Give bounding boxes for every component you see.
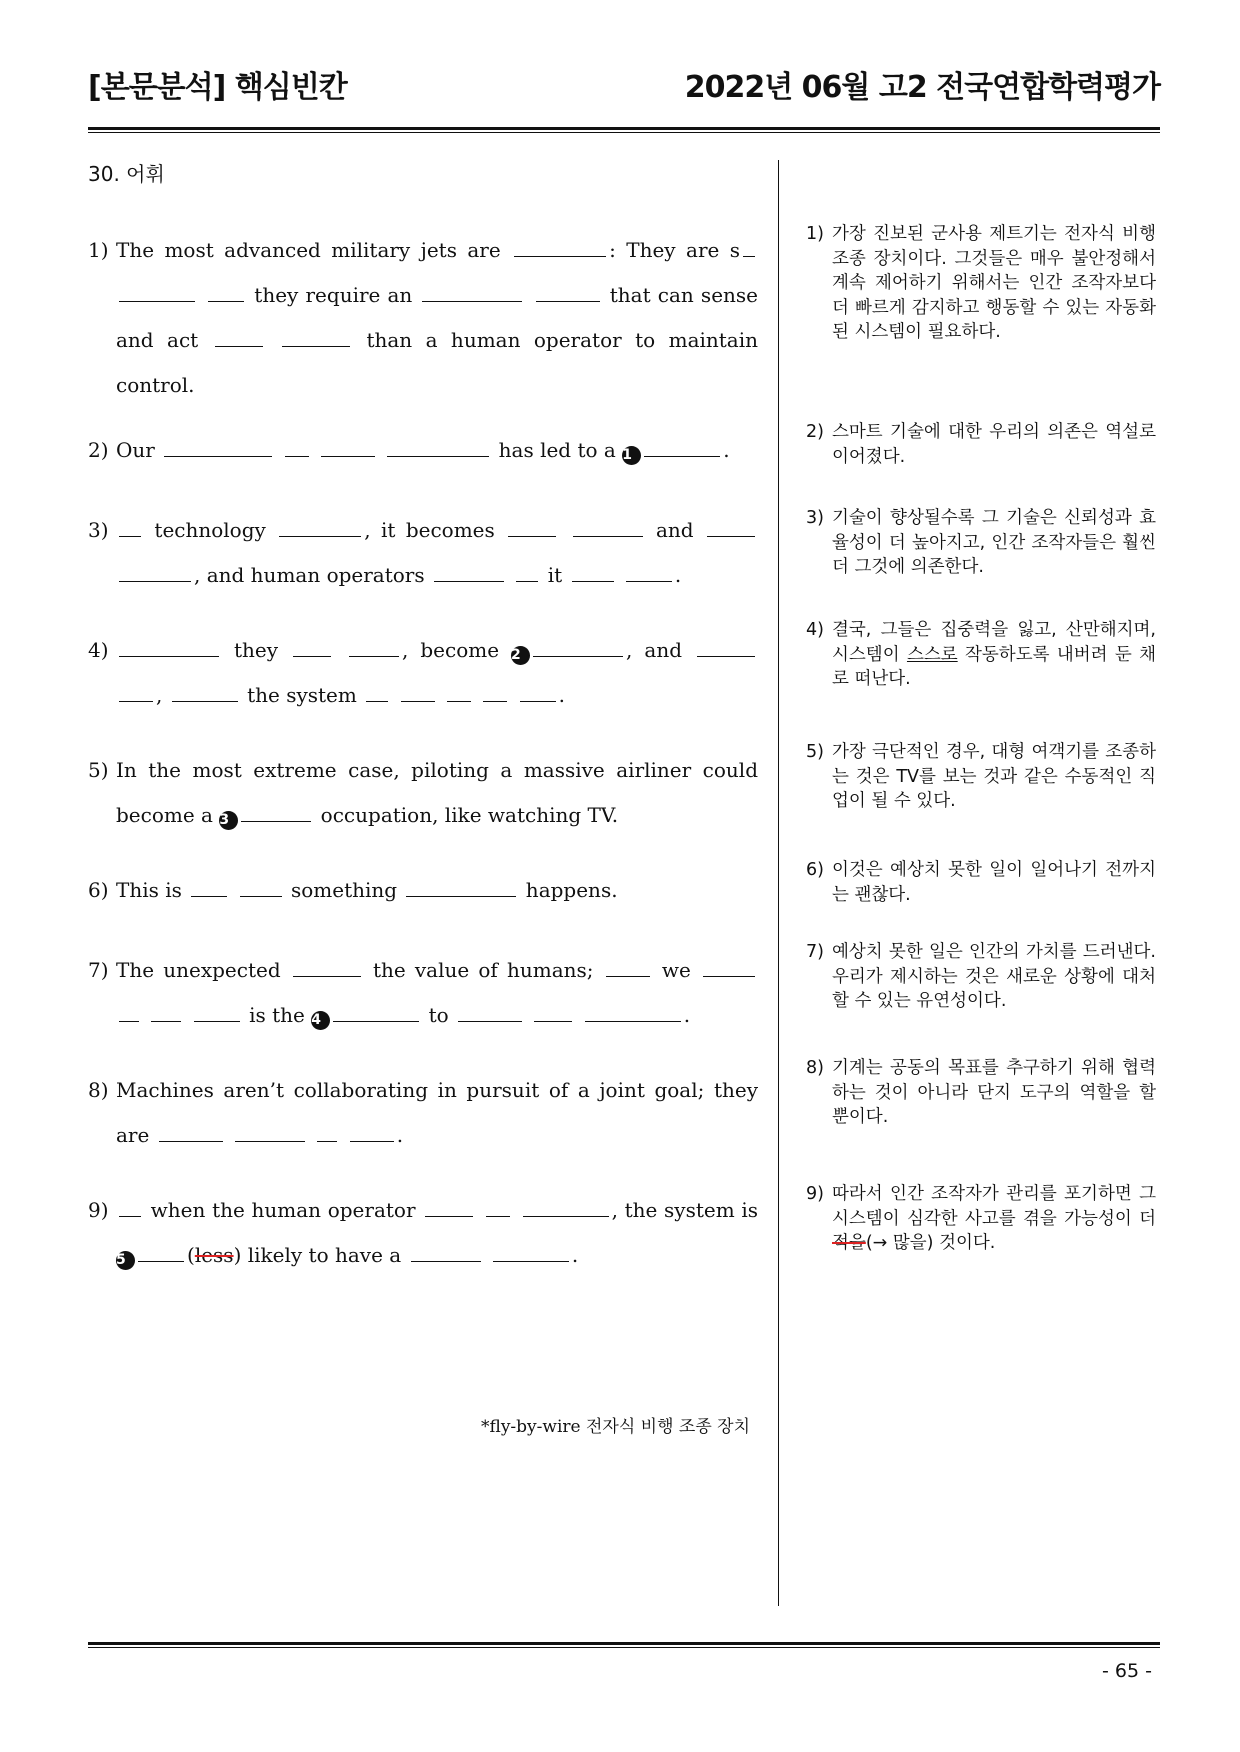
answer-blank [321,436,375,457]
answer-blank [411,1241,481,1262]
question-item [88,228,758,408]
answer-blank [285,436,309,457]
answer-blank [606,956,650,977]
translation-number: 8) [806,1058,824,1078]
translation-item [806,222,1156,345]
translation-number: 4) [806,620,824,640]
answer-blank [333,1001,419,1022]
answer-blank [366,681,388,702]
question-number: 2) [88,438,109,462]
answer-blank [458,1001,522,1022]
translation-item [806,1182,1156,1256]
answer-blank [235,1121,305,1142]
answer-blank [516,561,538,582]
answer-blank [215,326,263,347]
answer-blank [317,1121,337,1142]
answer-blank [434,561,504,582]
question-text: when the human operator , the system is 5 (less) likely to have a . [116,1198,759,1268]
question-item [88,428,758,473]
answer-blank [425,1196,473,1217]
answer-blank [523,1196,609,1217]
question-text: technology , it becomes and , and human operators it . [116,508,758,598]
translation-text: 이것은 예상치 못한 일이 일어나기 전까지는 괜찮다. [832,860,1156,905]
answer-blank [707,516,755,537]
answer-blank [447,681,471,702]
circled-number-4-icon: 4 [311,1011,330,1030]
question-text: This is something happens. [116,878,618,902]
struck-word: less [194,1243,234,1267]
answer-blank [172,681,238,702]
answer-blank [279,516,361,537]
question-text: In the most extreme case, piloting a massive airliner could become a 3 occupation, like watching TV. [116,758,758,828]
page-number: - 65 - [1102,1660,1152,1682]
question-number: 4) [88,638,109,662]
answer-blank [536,281,600,302]
question-number: 3) [88,518,109,542]
question-item [88,868,758,913]
translation-text: 가장 진보된 군사용 제트기는 전자식 비행 조종 장치이다. 그것들은 매우 불안정해서 계속 제어하기 위해서는 인간 조작자보다 더 빠르게 감지하고 행동할 수 있는 자동화된 시스템이 필요하다. [832,224,1156,342]
translation-item [806,1056,1156,1130]
question-number: 8) [88,1078,109,1102]
question-number: 5) [88,758,109,782]
translation-text: 예상치 못한 일은 인간의 가치를 드러낸다. 우리가 제시하는 것은 새로운 상황에 대처할 수 있는 유연성이다. [832,942,1156,1011]
answer-blank [483,681,507,702]
question-item [88,628,758,718]
circled-number-5-icon: 5 [116,1251,135,1270]
answer-blank [293,956,361,977]
question-text: Machines aren’t collaborating in pursuit of a joint goal; they are . [116,1078,758,1147]
section-title: 30. 어휘 [88,162,165,186]
translation-text: 결국, 그들은 집중력을 잃고, 산만해지며, 시스템이 스스로 작동하도록 내버려 둔 채로 떠난다. [832,620,1156,689]
answer-blank [191,876,227,897]
question-text: The unexpected the value of humans; we is the 4 to . [116,948,758,1038]
answer-blank [493,1241,569,1262]
header-double-rule [88,127,1160,133]
answer-blank [119,516,141,537]
translation-number: 6) [806,860,824,880]
question-item [88,948,758,1038]
answer-blank [119,281,195,302]
answer-blank [533,636,623,657]
answer-blank [401,681,435,702]
answer-blank [644,436,720,457]
answer-blank [194,1001,240,1022]
translation-text: 가장 극단적인 경우, 대형 여객기를 조종하는 것은 TV를 보는 것과 같은 수동적인 직업이 될 수 있다. [832,742,1156,811]
question-text: The most advanced military jets are : They are s they require an that can sense and act than a human operator to maintain control. [116,238,759,397]
translation-number: 7) [806,942,824,962]
question-number: 1) [88,238,109,262]
answer-blank [387,436,489,457]
translation-item [806,420,1156,469]
answer-blank [240,876,282,897]
answer-blank [164,436,272,457]
answer-blank [282,326,350,347]
header-right-title: 2022년 06월 고2 전국연합학력평가 [684,70,1160,105]
answer-blank [119,1196,141,1217]
answer-blank [159,1121,223,1142]
question-number: 6) [88,878,109,902]
translation-number: 3) [806,508,824,528]
answer-blank [697,636,755,657]
struck-word: 적을 [832,1233,866,1253]
column-divider [778,160,779,1606]
translation-number: 9) [806,1184,824,1204]
question-number: 9) [88,1198,109,1222]
answer-blank [406,876,516,897]
header-left-title: [본문분석] 핵심빈칸 [88,70,347,105]
question-item [88,748,758,838]
answer-blank [486,1196,510,1217]
translation-text: 기술이 향상될수록 그 기술은 신뢰성과 효율성이 더 높아지고, 인간 조작자들은 훨씬 더 그것에 의존한다. [832,508,1156,577]
translation-number: 1) [806,224,824,244]
footer-double-rule [88,1642,1160,1648]
question-text: Our has led to a 1 . [116,438,730,463]
answer-blank [208,281,244,302]
translation-item [806,940,1156,1014]
translation-number: 5) [806,742,824,762]
answer-blank [508,516,556,537]
question-item [88,1068,758,1158]
translation-item [806,618,1156,692]
translation-text: 따라서 인간 조작자가 관리를 포기하면 그 시스템이 심각한 사고를 겪을 가능성이 더 적을(→ 많을) 것이다. [832,1184,1156,1253]
question-number: 7) [88,958,109,982]
circled-number-1-icon: 1 [622,446,641,465]
circled-number-3-icon: 3 [219,811,238,830]
answer-blank [138,1241,184,1262]
answer-blank [422,281,522,302]
answer-blank [119,636,219,657]
answer-blank [573,516,643,537]
answer-blank [585,1001,681,1022]
answer-blank [151,1001,181,1022]
question-text: they , become 2 , and , the system . [116,628,758,718]
translation-text: 기계는 공동의 목표를 추구하기 위해 협력하는 것이 아니라 단지 도구의 역할을 할 뿐이다. [832,1058,1156,1127]
translation-item [806,506,1156,580]
answer-blank [703,956,755,977]
answer-blank [534,1001,572,1022]
answer-blank [514,236,606,257]
question-item [88,508,758,598]
answer-blank [350,1121,394,1142]
answer-blank [293,636,331,657]
answer-blank [572,561,614,582]
footnote: *fly-by-wire 전자식 비행 조종 장치 [480,1417,750,1437]
question-item [88,1188,758,1278]
translation-number: 2) [806,422,824,442]
circled-number-2-icon: 2 [511,646,530,665]
translation-item [806,858,1156,907]
translation-item [806,740,1156,814]
answer-blank [241,801,311,822]
answer-blank [119,561,191,582]
underlined-word: 스스로 [906,644,958,665]
translation-text: 스마트 기술에 대한 우리의 의존은 역설로 이어졌다. [832,422,1156,467]
answer-blank [119,681,153,702]
answer-blank [520,681,556,702]
answer-blank [349,636,399,657]
answer-blank [626,561,672,582]
answer-blank [119,1001,139,1022]
answer-blank [743,236,755,257]
